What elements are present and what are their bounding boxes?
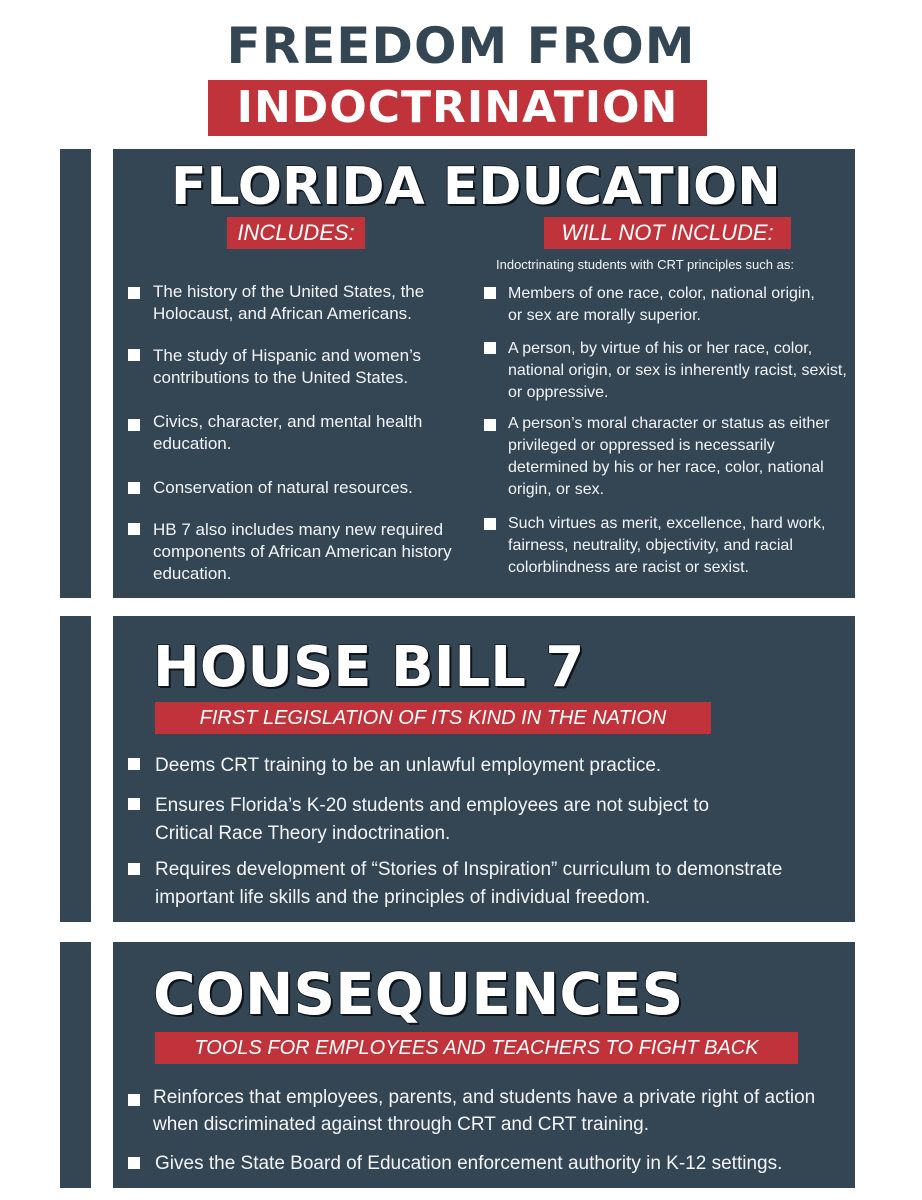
excludes-item: Such virtues as merit, excellence, hard work, fairness, neutrality, objectivity, and racial colorblindness are racist or sexist. [508, 515, 826, 576]
bullet-icon [128, 419, 140, 431]
hb7-item: Ensures Florida’s K-20 students and employees are not subject to Critical Race Theory indoctrination. [155, 795, 710, 844]
page-subtitle: INDOCTRINATION [236, 82, 679, 133]
will-not-include-label: WILL NOT INCLUDE: [544, 217, 791, 249]
includes-item: The study of Hispanic and women’s contributions to the United States. [153, 346, 422, 387]
bullet-icon [128, 523, 140, 535]
bullet-icon [128, 287, 140, 299]
consequences-heading: CONSEQUENCES [153, 960, 684, 1028]
bullet-icon [128, 798, 140, 810]
consequences-item: Reinforces that employees, parents, and students have a private right of action when discriminated against through CRT and CRT training. [153, 1087, 816, 1135]
bullet-icon [484, 287, 496, 299]
florida-section-sidebar [60, 149, 91, 598]
consequences-item: Gives the State Board of Education enforcement authority in K-12 settings. [155, 1153, 783, 1174]
consequences-section-sidebar [60, 942, 91, 1188]
hb7-item: Requires development of “Stories of Inspiration” curriculum to demonstrate important life skills and the principles of individual freedom. [155, 859, 783, 908]
bullet-icon [128, 349, 140, 361]
bullet-icon [128, 1094, 140, 1106]
bullet-icon [128, 758, 140, 770]
page-subtitle-banner [208, 80, 707, 136]
consequences-section [113, 942, 855, 1188]
bullet-icon [128, 1157, 140, 1169]
includes-item: Civics, character, and mental health education. [153, 412, 423, 453]
consequences-tag: TOOLS FOR EMPLOYEES AND TEACHERS TO FIGHT BACK [155, 1032, 798, 1064]
bullet-icon [128, 863, 140, 875]
bullet-icon [484, 342, 496, 354]
excludes-item: Members of one race, color, national origin, or sex are morally superior. [508, 285, 815, 324]
hb7-item: Deems CRT training to be an unlawful employment practice. [155, 755, 662, 776]
exclude-note: Indoctrinating students with CRT principles such as: [496, 257, 794, 272]
includes-item: Conservation of natural resources. [153, 478, 413, 497]
excludes-item: A person’s moral character or status as either privileged or oppressed is necessarily determined by his or her race, color, national origin, or sex. [508, 415, 830, 498]
includes-label: INCLUDES: [227, 217, 365, 249]
bullet-icon [484, 419, 496, 431]
page-title: FREEDOM FROM [226, 17, 696, 75]
bullet-icon [128, 482, 140, 494]
florida-section [113, 149, 855, 598]
hb7-section [113, 616, 855, 922]
hb7-tag: FIRST LEGISLATION OF ITS KIND IN THE NATION [155, 702, 711, 734]
hb7-section-sidebar [60, 616, 91, 922]
excludes-item: A person, by virtue of his or her race, color, national origin, or sex is inherently racist, sexist, or oppressive. [508, 340, 847, 401]
hb7-heading: HOUSE BILL 7 [153, 635, 585, 700]
bullet-icon [484, 518, 496, 530]
includes-item: The history of the United States, the Holocaust, and African Americans. [153, 282, 425, 323]
florida-heading: FLORIDA EDUCATION [171, 157, 781, 217]
includes-item: HB 7 also includes many new required components of African American history education. [153, 520, 452, 583]
